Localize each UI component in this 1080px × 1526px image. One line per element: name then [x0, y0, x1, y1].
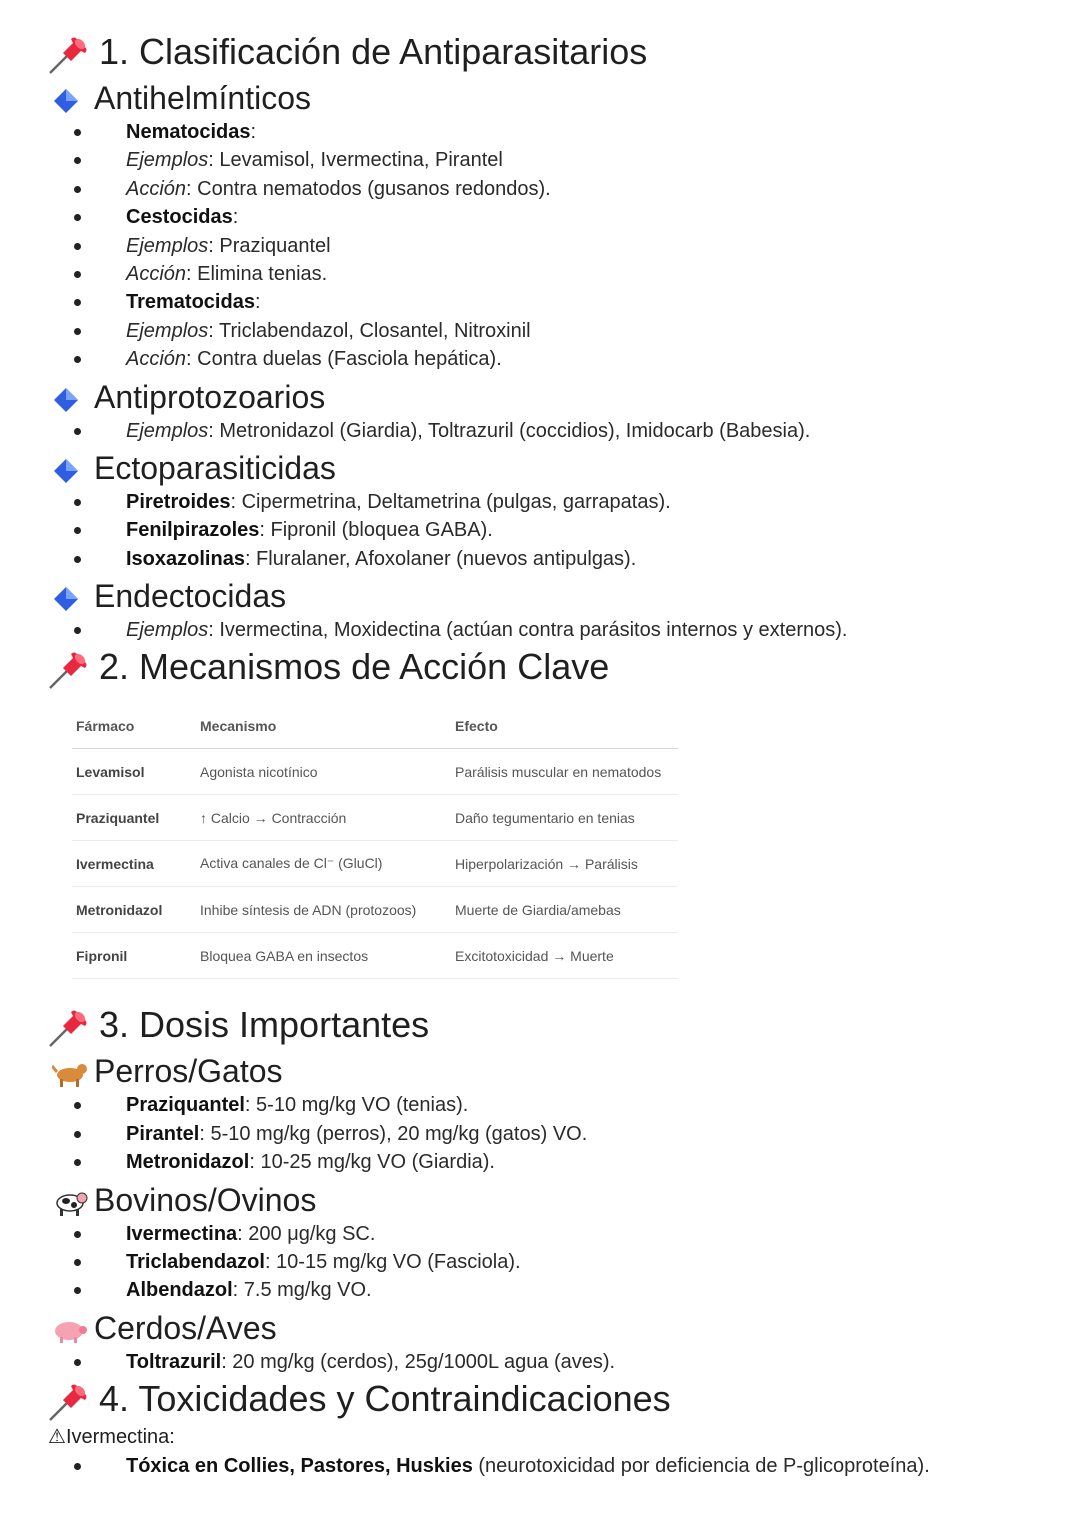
list-item [0, 203, 1080, 231]
bullet-icon [74, 1359, 81, 1366]
table-row [72, 795, 678, 841]
section-heading [0, 29, 1080, 75]
list-item [0, 1148, 1080, 1176]
table-cell: Metronidazol [72, 887, 196, 933]
item-term: Trematocidas [126, 291, 255, 314]
column-header: Efecto [451, 703, 678, 749]
bullet-icon [74, 243, 81, 250]
bullet-icon [74, 129, 81, 136]
blue-diamond-icon [52, 383, 88, 411]
subsection-heading [0, 377, 1080, 417]
bullet-icon [74, 428, 81, 435]
pushpin-icon [47, 1380, 91, 1422]
table-row [72, 749, 678, 795]
list-item [0, 1452, 1080, 1480]
item-term: Metronidazol [126, 1151, 250, 1174]
item-text: : [250, 121, 257, 143]
item-text: : Fipronil (bloquea GABA). [259, 519, 493, 542]
subsection-heading [0, 1180, 1080, 1220]
item-term: Ivermectina [126, 1222, 238, 1245]
table-cell: Ivermectina [72, 841, 196, 887]
bullet-icon [74, 356, 81, 363]
item-label: Ejemplos [126, 619, 209, 642]
dog-icon [52, 1057, 88, 1085]
item-text: : 5-10 mg/kg (perros), 20 mg/kg (gatos) VO. [199, 1122, 588, 1145]
table-cell: Praziquantel [72, 795, 196, 841]
table-row [72, 933, 678, 979]
item-text: : 5-10 mg/kg VO (tenias). [244, 1094, 469, 1117]
item-term: Piretroides [126, 490, 231, 513]
heading-text: 4. Toxicidades y Contraindicaciones [99, 1378, 671, 1420]
heading-text: 3. Dosis Importantes [99, 1004, 430, 1046]
item-term: Isoxazolinas [126, 547, 245, 570]
list-item [0, 1248, 1080, 1276]
heading-text: Bovinos/Ovinos [94, 1181, 317, 1218]
item-text: (neurotoxicidad por deficiencia de P-glicoproteína). [472, 1455, 930, 1478]
section-heading [0, 1376, 1080, 1422]
item-term: Tóxica en Collies, Pastores, Huskies [126, 1455, 473, 1478]
item-label: Acción [126, 177, 187, 200]
item-text: : Metronidazol (Giardia), Toltrazuril (coccidios), Imidocarb (Babesia). [208, 419, 811, 442]
table-cell: Parálisis muscular en nematodos [451, 749, 678, 795]
item-label: Ejemplos [126, 419, 209, 442]
list-item [0, 488, 1080, 516]
bullet-icon [74, 1463, 81, 1470]
item-text: : Contra duelas (Fasciola hepática). [186, 348, 502, 371]
bullet-icon [74, 1287, 81, 1294]
list-item [0, 1220, 1080, 1248]
column-header: Mecanismo [196, 703, 451, 749]
heading-text: Antiprotozoarios [94, 378, 326, 415]
item-term: Pirantel [126, 1122, 200, 1145]
table-cell: Fipronil [72, 933, 196, 979]
table-cell: Agonista nicotínico [196, 749, 451, 795]
bullet-icon [74, 1231, 81, 1238]
item-text: : [232, 206, 239, 229]
heading-text: Endectocidas [94, 578, 287, 615]
mechanisms-table [72, 703, 678, 979]
item-text: : 10-25 mg/kg VO (Giardia). [249, 1151, 495, 1174]
heading-text: Cerdos/Aves [94, 1309, 277, 1346]
bullet-icon [74, 527, 81, 534]
item-text: : Ivermectina, Moxidectina (actúan contra parásitos internos y externos). [208, 619, 848, 642]
table-cell: Activa canales de Cl⁻ (GluCl) [196, 841, 451, 887]
pushpin-icon [47, 1006, 91, 1048]
cow-icon [52, 1186, 88, 1214]
bullet-icon [74, 186, 81, 193]
pushpin-icon [47, 33, 91, 75]
warning-line [0, 1422, 1080, 1452]
item-text: : Fluralaner, Afoxolaner (nuevos antipulgas). [244, 547, 637, 570]
item-label: Ejemplos [126, 234, 209, 257]
heading-text: Ectoparasiticidas [94, 449, 336, 486]
bullet-icon [74, 1131, 81, 1138]
item-label: Acción [126, 262, 187, 285]
table-cell: Levamisol [72, 749, 196, 795]
item-text: : Contra nematodos (gusanos redondos). [186, 177, 551, 200]
blue-diamond-icon [52, 84, 88, 112]
table-row [72, 841, 678, 887]
item-label: Acción [126, 348, 187, 371]
list-item [0, 545, 1080, 573]
subsection-heading [0, 78, 1080, 118]
item-term: Albendazol [126, 1279, 233, 1302]
pig-icon [52, 1314, 88, 1342]
item-text: : 200 μg/kg SC. [237, 1222, 376, 1245]
item-term: Triclabendazol [126, 1251, 265, 1274]
bullet-icon [74, 627, 81, 634]
list-item [0, 118, 1080, 146]
pushpin-icon [47, 648, 91, 690]
bullet-icon [74, 1159, 81, 1166]
item-label: Ejemplos [126, 319, 209, 342]
bullet-icon [74, 499, 81, 506]
list-item [0, 146, 1080, 174]
list-item [0, 260, 1080, 288]
section-heading [0, 1002, 1080, 1048]
item-text: : 10-15 mg/kg VO (Fasciola). [264, 1251, 521, 1274]
table-cell: Muerte de Giardia/amebas [451, 887, 678, 933]
list-item [0, 1120, 1080, 1148]
item-term: Fenilpirazoles [126, 519, 260, 542]
list-item [0, 516, 1080, 544]
item-term: Praziquantel [126, 1094, 245, 1117]
list-item [0, 1276, 1080, 1304]
blue-diamond-icon [52, 454, 88, 482]
blue-diamond-icon [52, 582, 88, 610]
bullet-icon [74, 271, 81, 278]
item-label: Ejemplos [126, 149, 209, 172]
subsection-heading [0, 576, 1080, 616]
list-item [0, 175, 1080, 203]
list-item [0, 232, 1080, 260]
bullet-icon [74, 328, 81, 335]
list-item [0, 317, 1080, 345]
item-text: : Levamisol, Ivermectina, Pirantel [208, 149, 503, 172]
list-item [0, 345, 1080, 373]
bullet-icon [74, 1102, 81, 1109]
item-text: : Cipermetrina, Deltametrina (pulgas, garrapatas). [230, 490, 671, 513]
heading-text: 2. Mecanismos de Acción Clave [99, 646, 610, 688]
subsection-heading [0, 448, 1080, 488]
item-term: Nematocidas [126, 121, 251, 143]
subsection-heading [0, 1051, 1080, 1091]
table-header-row [72, 703, 678, 749]
bullet-icon [74, 157, 81, 164]
item-text: : [254, 291, 261, 314]
item-text: : Elimina tenias. [186, 262, 328, 285]
heading-text: Perros/Gatos [94, 1053, 283, 1090]
table-row [72, 887, 678, 933]
item-text: : 20 mg/kg (cerdos), 25g/1000L agua (aves). [221, 1350, 616, 1373]
heading-text: Antihelmínticos [94, 80, 311, 116]
table-cell: Daño tegumentario en tenias [451, 795, 678, 841]
bullet-icon [74, 1259, 81, 1266]
list-item [0, 1348, 1080, 1376]
table-cell: Inhibe síntesis de ADN (protozoos) [196, 887, 451, 933]
warning-text: Ivermectina: [65, 1426, 175, 1449]
table-cell: Excitotoxicidad → Muerte [451, 933, 678, 979]
list-item [0, 616, 1080, 644]
warning-icon: ⚠ [48, 1426, 66, 1449]
item-text: : Triclabendazol, Closantel, Nitroxinil [208, 319, 531, 342]
list-item [0, 288, 1080, 316]
heading-text: 1. Clasificación de Antiparasitarios [99, 31, 648, 72]
subsection-heading [0, 1308, 1080, 1348]
list-item [0, 417, 1080, 445]
item-text: : Praziquantel [208, 234, 331, 257]
bullet-icon [74, 556, 81, 563]
table-cell: Hiperpolarización → Parálisis [451, 841, 678, 887]
list-item [0, 1091, 1080, 1119]
table-cell: ↑ Calcio → Contracción [196, 795, 451, 841]
item-term: Cestocidas [126, 206, 233, 229]
table-cell: Bloquea GABA en insectos [196, 933, 451, 979]
item-term: Toltrazuril [126, 1350, 222, 1373]
bullet-icon [74, 299, 81, 306]
bullet-icon [74, 214, 81, 221]
section-heading [0, 644, 1080, 690]
column-header: Fármaco [72, 703, 196, 749]
item-text: : 7.5 mg/kg VO. [232, 1279, 372, 1302]
